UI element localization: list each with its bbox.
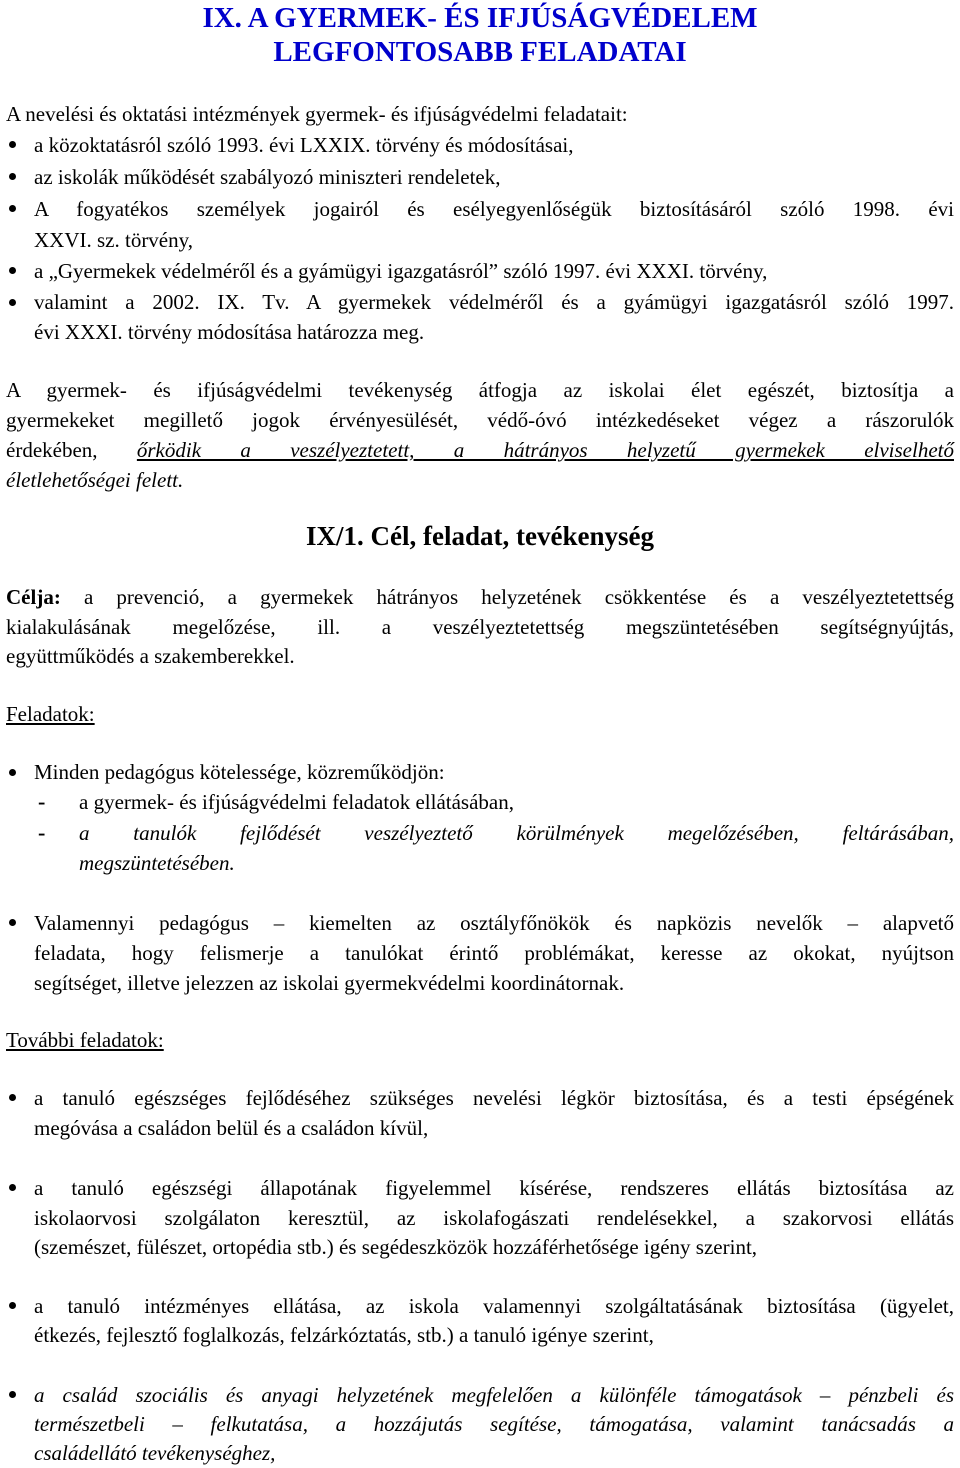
para1-line-3-normal: érdekében, xyxy=(6,438,137,462)
bullet-icon xyxy=(9,1391,16,1398)
section-heading: IX/1. Cél, feladat, tevékenység xyxy=(306,521,654,551)
para1-line-3 xyxy=(6,436,954,464)
goal-line-2: kialakulásának megelőzése, ill. a veszélyeztetettség megszüntetésében segítségnyújtás, xyxy=(6,615,954,639)
chapter-title-line-2: LEGFONTOSABB FELADATAI xyxy=(273,36,687,68)
bullet-icon xyxy=(9,141,16,148)
law-item-4: a „Gyermekek védelméről és a gyámügyi igazgatásról” szóló 1997. évi XXXI. törvény, xyxy=(34,259,768,283)
further-2-line-3: (szemészet, fülészet, ortopédia stb.) és segédeszközök hozzáférhetősége igény szerint, xyxy=(34,1235,758,1259)
further-3-line-2: étkezés, fejlesztő foglalkozás, felzárkóztatás, stb.) a tanuló igénye szerint, xyxy=(34,1323,654,1347)
para1-line-1: A gyermek- és ifjúságvédelmi tevékenység átfogja az iskolai élet egészét, biztosítja a xyxy=(6,378,954,402)
dash-icon: - xyxy=(38,789,46,814)
further-4-line-2: természetbeli – felkutatása, a hozzájutás segítése, támogatása, valamint tanácsadás a xyxy=(34,1412,954,1436)
law-item-5-line-1: valamint a 2002. IX. Tv. A gyermekek védelméről és a gyámügyi igazgatásról szóló 1997. xyxy=(34,290,954,314)
goal-line-1-text: a prevenció, a gyermekek hátrányos helyzetének csökkentése és a veszélyeztetettség xyxy=(60,585,954,609)
goal-line-3: együttműködés a szakemberekkel. xyxy=(6,644,295,668)
task-1-sub-2-line-2: megszüntetésében. xyxy=(79,851,235,875)
further-4-line-3: családellátó tevékenységhez, xyxy=(34,1441,276,1465)
bullet-icon xyxy=(9,919,16,926)
task-2-line-3: segítséget, illetve jelezzen az iskolai gyermekvédelmi koordinátornak. xyxy=(34,971,625,995)
para1-line-2: gyermekeket megillető jogok érvényesülését, védő-óvó intézkedéseket végez a rászorulók xyxy=(6,408,954,432)
dash-icon: - xyxy=(38,820,46,845)
law-item-3-line-1: A fogyatékos személyek jogairól és esélyegyenlőségük biztosításáról szóló 1998. évi xyxy=(34,197,954,221)
para1-line-4: életlehetőségei felett. xyxy=(6,468,184,492)
task-1: Minden pedagógus kötelessége, közreműködjön: xyxy=(34,760,445,784)
further-2-line-1: a tanuló egészségi állapotának figyelemmel kísérése, rendszeres ellátás biztosítása az xyxy=(34,1176,954,1200)
bullet-icon xyxy=(9,1094,16,1101)
further-tasks-heading: További feladatok: xyxy=(6,1028,164,1052)
intro-text: A nevelési és oktatási intézmények gyermek- és ifjúságvédelmi feladatait: xyxy=(6,102,628,126)
task-2-line-2: feladata, hogy felismerje a tanulókat érintő problémákat, keresse az okokat, nyújtson xyxy=(34,941,954,965)
para1-line-3-italic-underlined: őrködik a veszélyeztetett, a hátrányos helyzetű gyermekek elviselhető xyxy=(136,438,954,462)
task-2-line-1: Valamennyi pedagógus – kiemelten az osztályfőnökök és napközis nevelők – alapvető xyxy=(34,911,954,935)
further-4-line-1: a család szociális és anyagi helyzetének megfelelően a különféle támogatások – pénzbeli és xyxy=(34,1383,954,1407)
bullet-icon xyxy=(9,173,16,180)
bullet-icon xyxy=(9,769,16,776)
further-1-line-1: a tanuló egészséges fejlődéséhez szükséges nevelési légkör biztosítása, és a testi épségének xyxy=(34,1086,954,1110)
law-item-1: a közoktatásról szóló 1993. évi LXXIX. törvény és módosításai, xyxy=(34,133,574,157)
bullet-icon xyxy=(9,205,16,212)
bullet-icon xyxy=(9,299,16,306)
bullet-icon xyxy=(9,267,16,274)
goal-line-1 xyxy=(6,583,954,611)
chapter-title-line-1: IX. A GYERMEK- ÉS IFJÚSÁGVÉDELEM xyxy=(202,2,758,34)
bullet-icon xyxy=(9,1184,16,1191)
goal-label: Célja: xyxy=(6,585,61,609)
bullet-icon xyxy=(9,1302,16,1309)
task-1-sub-2-line-1: a tanulók fejlődését veszélyeztető körülmények megelőzésében, feltárásában, xyxy=(79,821,954,845)
tasks-heading: Feladatok: xyxy=(6,702,95,726)
further-3-line-1: a tanuló intézményes ellátása, az iskola valamennyi szolgáltatásának biztosítása (ügyelet, xyxy=(34,1294,954,1318)
law-item-2: az iskolák működését szabályozó miniszteri rendeletek, xyxy=(34,165,501,189)
further-1-line-2: megóvása a családon belül és a családon kívül, xyxy=(34,1116,429,1140)
task-1-sub-1: a gyermek- és ifjúságvédelmi feladatok ellátásában, xyxy=(79,790,514,814)
further-2-line-2: iskolaorvosi szolgálaton keresztül, az iskolafogászati rendelésekkel, a szakorvosi ellátás xyxy=(34,1206,954,1230)
law-item-5-line-2: évi XXXI. törvény módosítása határozza meg. xyxy=(34,320,425,344)
law-item-3-line-2: XXVI. sz. törvény, xyxy=(34,228,194,252)
